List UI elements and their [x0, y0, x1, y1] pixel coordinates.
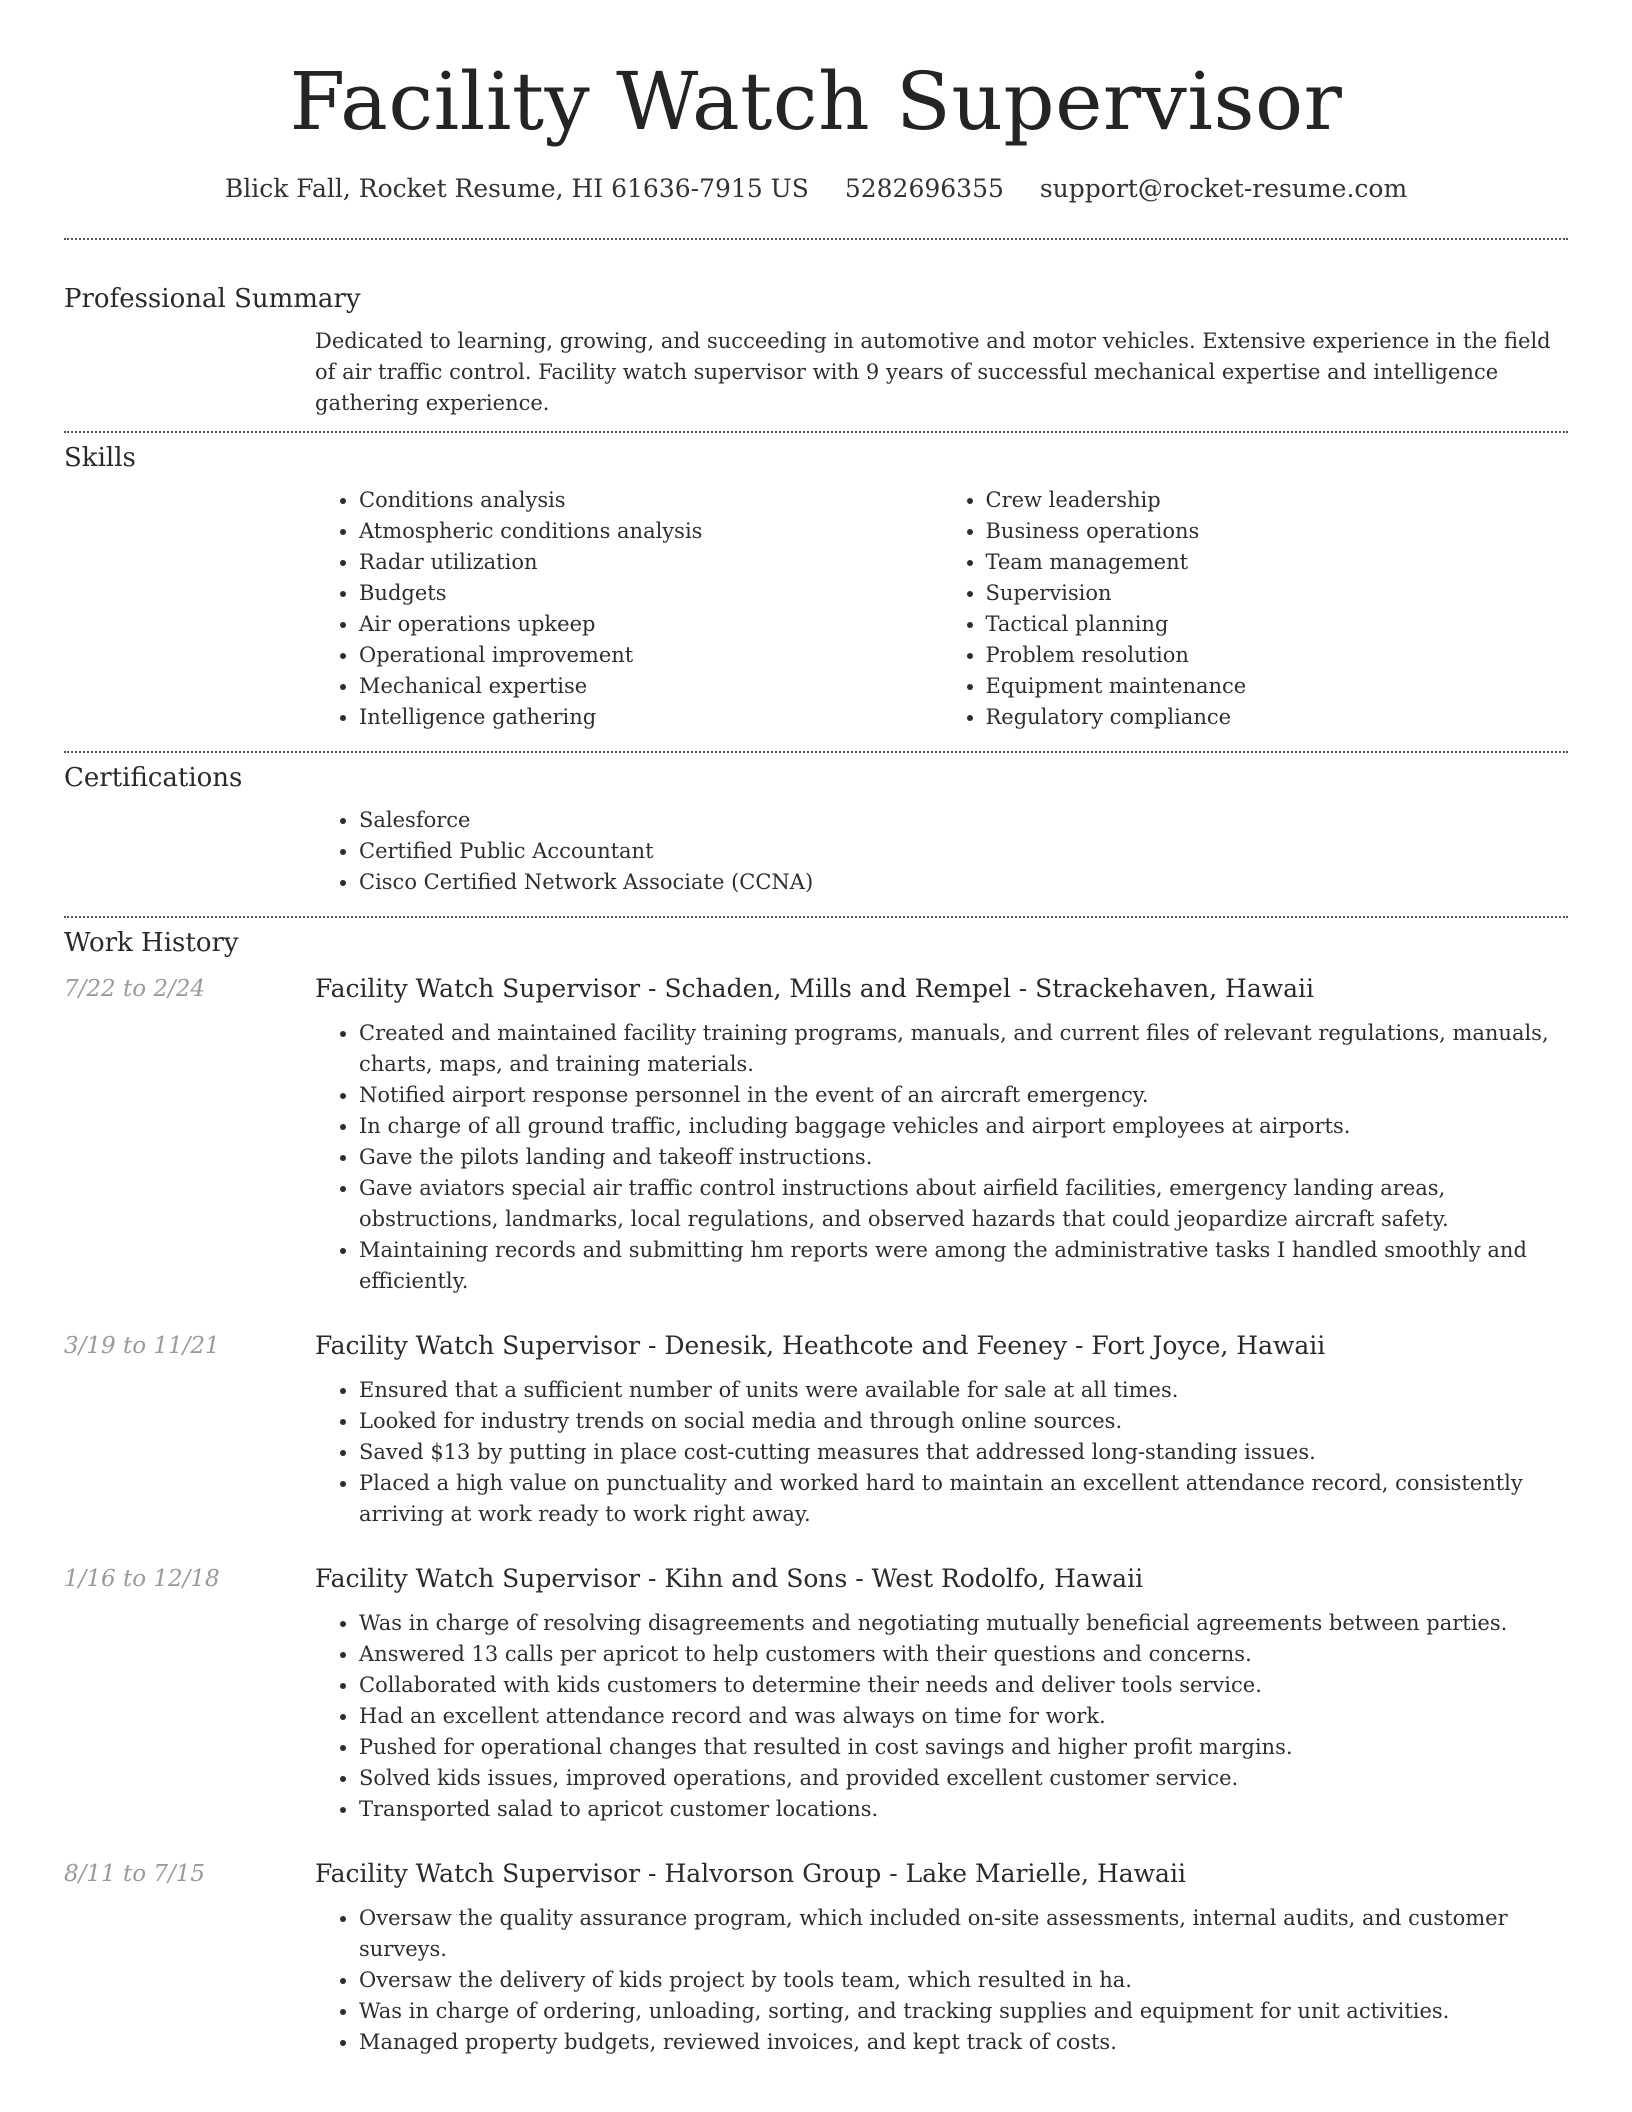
- divider-summary: [64, 431, 1568, 433]
- certification-item: • Certified Public Accountant: [359, 836, 1568, 867]
- skills-column-right: [942, 485, 1569, 733]
- job-bullet: • Maintaining records and submitting hm reports were among the administrative tasks I handled smoothly and efficiently.: [359, 1235, 1568, 1297]
- contact-line: [64, 174, 1568, 204]
- skill-item: • Team management: [986, 547, 1569, 578]
- section-title-certifications: Certifications: [64, 763, 243, 793]
- job-title: Facility Watch Supervisor - Schaden, Mills and Rempel - Strackehaven, Hawaii: [315, 974, 1315, 1003]
- section-title-work-history: Work History: [64, 928, 239, 958]
- contact-address: Blick Fall, Rocket Resume, HI 61636-7915 US: [224, 174, 809, 203]
- job-bullet: • Oversaw the quality assurance program, which included on-site assessments, internal audits, and customer surveys.: [359, 1903, 1568, 1965]
- job-bullet: • Placed a high value on punctuality and worked hard to maintain an excellent attendance record, consistently arriving at work ready to work right away.: [359, 1468, 1568, 1530]
- certifications-ul: [315, 805, 1568, 898]
- job-entry: [64, 1331, 1568, 1530]
- job-bullet: • Oversaw the delivery of kids project by tools team, which resulted in ha.: [359, 1965, 1568, 1996]
- skill-item: • Equipment maintenance: [986, 671, 1569, 702]
- skill-item: • Business operations: [986, 516, 1569, 547]
- job-title: Facility Watch Supervisor - Halvorson Group - Lake Marielle, Hawaii: [315, 1859, 1186, 1888]
- skill-item: • Problem resolution: [986, 640, 1569, 671]
- job-bullet: • Had an excellent attendance record and was always on time for work.: [359, 1701, 1568, 1732]
- job-bullets: [315, 1903, 1568, 2058]
- job-bullet: • Ensured that a sufficient number of units were available for sale at all times.: [359, 1375, 1568, 1406]
- job-bullet: • Gave the pilots landing and takeoff instructions.: [359, 1142, 1568, 1173]
- job-bullet: • Was in charge of resolving disagreements and negotiating mutually beneficial agreements between parties.: [359, 1608, 1568, 1639]
- job-bullets: [315, 1018, 1568, 1297]
- divider-certifications: [64, 916, 1568, 918]
- job-bullets: [315, 1608, 1568, 1825]
- job-body: [315, 974, 1568, 1297]
- summary-text: Dedicated to learning, growing, and succeeding in automotive and motor vehicles. Extensive experience in the field of air traffic control. Facility watch supervisor with 9 years of successful mechanical expertise and intelligence gathering experience.: [315, 329, 1551, 415]
- skill-item: • Supervision: [986, 578, 1569, 609]
- job-entry: [64, 1859, 1568, 2058]
- job-bullet: • Looked for industry trends on social media and through online sources.: [359, 1406, 1568, 1437]
- contact-email: support@rocket-resume.com: [1039, 174, 1408, 203]
- certifications-list: [315, 805, 1568, 898]
- job-bullet: • Was in charge of ordering, unloading, sorting, and tracking supplies and equipment for unit activities.: [359, 1996, 1568, 2027]
- divider-skills: [64, 751, 1568, 753]
- divider-header: [64, 238, 1568, 240]
- job-body: [315, 1331, 1568, 1530]
- job-bullets: [315, 1375, 1568, 1530]
- job-bullet: • Notified airport response personnel in the event of an aircraft emergency.: [359, 1080, 1568, 1111]
- job-dates: 8/11 to 7/15: [64, 1861, 206, 1887]
- job-bullet: • Saved $13 by putting in place cost-cutting measures that addressed long-standing issues.: [359, 1437, 1568, 1468]
- job-title: Facility Watch Supervisor - Kihn and Sons - West Rodolfo, Hawaii: [315, 1564, 1144, 1593]
- job-dates: 7/22 to 2/24: [64, 976, 206, 1002]
- job-title: Facility Watch Supervisor - Denesik, Heathcote and Feeney - Fort Joyce, Hawaii: [315, 1331, 1326, 1360]
- skill-item: • Radar utilization: [359, 547, 942, 578]
- job-bullet: • Transported salad to apricot customer locations.: [359, 1794, 1568, 1825]
- certification-item: • Salesforce: [359, 805, 1568, 836]
- section-title-skills: Skills: [64, 443, 136, 473]
- skill-item: • Atmospheric conditions analysis: [359, 516, 942, 547]
- section-title-summary: Professional Summary: [64, 284, 361, 314]
- job-entry: [64, 1564, 1568, 1825]
- resume-page: [64, 0, 1568, 2058]
- skill-item: • Budgets: [359, 578, 942, 609]
- job-bullet: • Answered 13 calls per apricot to help customers with their questions and concerns.: [359, 1639, 1568, 1670]
- job-bullet: • Created and maintained facility training programs, manuals, and current files of relevant regulations, manuals, charts, maps, and training materials.: [359, 1018, 1568, 1080]
- job-dates: 3/19 to 11/21: [64, 1333, 220, 1359]
- skill-item: • Operational improvement: [359, 640, 942, 671]
- skills-column-left: [315, 485, 942, 733]
- skill-item: • Regulatory compliance: [986, 702, 1569, 733]
- job-bullet: • Pushed for operational changes that resulted in cost savings and higher profit margins.: [359, 1732, 1568, 1763]
- skill-item: • Tactical planning: [986, 609, 1569, 640]
- job-body: [315, 1564, 1568, 1825]
- job-bullet: • Gave aviators special air traffic control instructions about airfield facilities, emergency landing areas, obstructions, landmarks, local regulations, and observed hazards that could jeopardize aircraft safety.: [359, 1173, 1568, 1235]
- certification-item: • Cisco Certified Network Associate (CCNA): [359, 867, 1568, 898]
- contact-phone: 5282696355: [844, 174, 1004, 203]
- summary-block: [315, 326, 1568, 419]
- job-bullet: • Managed property budgets, reviewed invoices, and kept track of costs.: [359, 2027, 1568, 2058]
- skill-item: • Crew leadership: [986, 485, 1569, 516]
- skill-item: • Intelligence gathering: [359, 702, 942, 733]
- skill-item: • Conditions analysis: [359, 485, 942, 516]
- job-bullet: • Collaborated with kids customers to determine their needs and deliver tools service.: [359, 1670, 1568, 1701]
- skills-list: [315, 485, 1568, 733]
- job-bullet: • In charge of all ground traffic, including baggage vehicles and airport employees at airports.: [359, 1111, 1568, 1142]
- skill-item: • Mechanical expertise: [359, 671, 942, 702]
- job-bullet: • Solved kids issues, improved operations, and provided excellent customer service.: [359, 1763, 1568, 1794]
- resume-name: Facility Watch Supervisor: [289, 55, 1343, 148]
- job-body: [315, 1859, 1568, 2058]
- skill-item: • Air operations upkeep: [359, 609, 942, 640]
- job-entry: [64, 974, 1568, 1297]
- job-dates: 1/16 to 12/18: [64, 1566, 220, 1592]
